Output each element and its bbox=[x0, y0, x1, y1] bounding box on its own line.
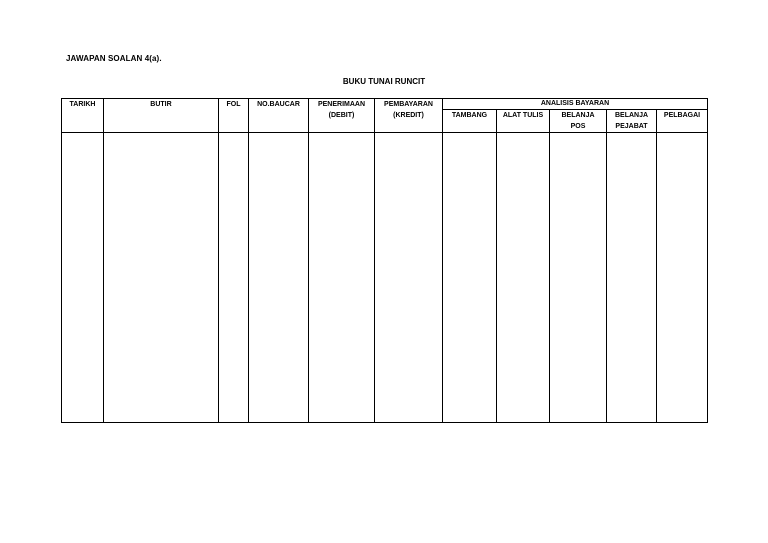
col-header-tarikh: TARIKH bbox=[69, 101, 96, 108]
col-header-pelbagai: PELBAGAI bbox=[663, 112, 701, 119]
col-header-tambang: TAMBANG bbox=[451, 112, 488, 119]
col-header-belanja-pejabat: BELANJA PEJABAT bbox=[614, 112, 649, 130]
ledger-title: BUKU TUNAI RUNCIT bbox=[342, 77, 426, 86]
col-header-pembayaran: PEMBAYARAN (KREDIT) bbox=[384, 101, 433, 119]
col-header-butir: BUTIR bbox=[150, 101, 172, 108]
col-header-penerimaan: PENERIMAAN (DEBIT) bbox=[317, 101, 366, 119]
col-header-no-baucar: NO.BAUCAR bbox=[257, 101, 300, 108]
col-header-belanja-pos: BELANJA POS bbox=[561, 112, 595, 130]
col-header-alat-tulis: ALAT TULIS bbox=[502, 112, 544, 119]
group-header-analisis-bayaran: ANALISIS BAYARAN bbox=[540, 100, 610, 107]
col-header-fol: FOL bbox=[226, 101, 241, 108]
answer-heading: JAWAPAN SOALAN 4(a). bbox=[66, 54, 162, 63]
